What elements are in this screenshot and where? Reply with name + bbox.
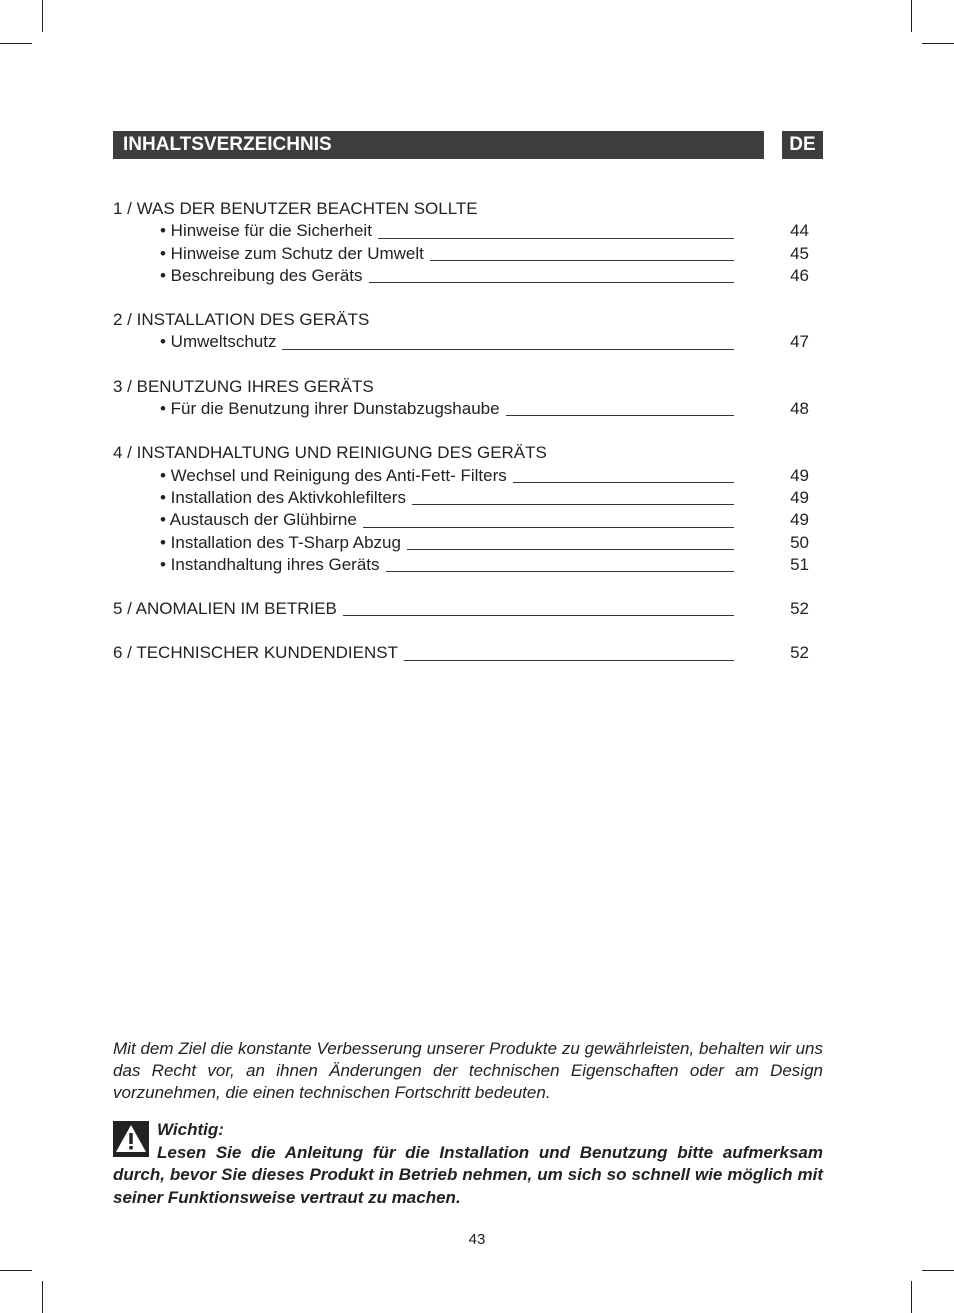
toc-leader-line	[407, 549, 734, 550]
toc-leader-line	[513, 482, 734, 483]
toc-label: 5 / ANOMALIEN IM BETRIEB	[113, 599, 337, 619]
toc-leader-line	[412, 504, 734, 505]
toc-entry	[113, 398, 823, 420]
toc-leader-line	[386, 571, 734, 572]
toc-leader-line	[343, 615, 734, 616]
toc-label: 6 / TECHNISCHER KUNDENDIENST	[113, 643, 398, 663]
toc-page-number: 49	[790, 510, 809, 530]
toc-page-number: 48	[790, 399, 809, 419]
toc-section	[113, 309, 823, 354]
toc-page-number: 49	[790, 487, 809, 507]
important-text: Lesen Sie die Anleitung für die Installation und Benutzung bitte aufmerksam durch, bevor Sie dieses Produkt in Betrieb nehmen, um sich so schnell wie möglich mit seiner Funktionsweise vertraut zu machen.	[113, 1142, 823, 1207]
toc-label: • Hinweise für die Sicherheit	[160, 221, 372, 241]
toc-entry	[113, 220, 823, 242]
toc-page-number: 47	[790, 332, 809, 352]
crop-mark	[922, 43, 954, 44]
important-note	[113, 1119, 823, 1209]
toc-leader-line	[378, 238, 734, 239]
toc-label: • Installation des Aktivkohlefilters	[160, 487, 406, 507]
toc-label: • Installation des T-Sharp Abzug	[160, 532, 401, 552]
toc-label: 1 / WAS DER BENUTZER BEACHTEN SOLLTE	[113, 199, 478, 218]
toc-heading	[113, 309, 823, 331]
toc-page-number: 50	[790, 532, 809, 552]
crop-mark	[0, 1270, 32, 1271]
toc-label: • Wechsel und Reinigung des Anti-Fett- Filters	[160, 465, 507, 485]
toc-label: 4 / INSTANDHALTUNG UND REINIGUNG DES GERÄTS	[113, 443, 547, 463]
toc-section	[113, 598, 823, 620]
toc-label: • Instandhaltung ihres Geräts	[160, 554, 380, 574]
section-header	[113, 131, 764, 159]
table-of-contents	[113, 198, 823, 687]
toc-entry	[113, 265, 823, 287]
language-badge	[782, 131, 823, 159]
toc-label: • Hinweise zum Schutz der Umwelt	[160, 243, 424, 263]
important-title: Wichtig:	[157, 1120, 224, 1139]
crop-mark	[42, 1281, 43, 1313]
toc-page-number: 52	[790, 599, 809, 619]
toc-page-number: 52	[790, 643, 809, 663]
toc-label: • Austausch der Glühbirne	[160, 510, 357, 530]
toc-entry	[113, 465, 823, 487]
toc-entry	[113, 532, 823, 554]
toc-page-number: 49	[790, 465, 809, 485]
toc-leader-line	[363, 527, 734, 528]
toc-entry	[113, 554, 823, 576]
toc-leader-line	[506, 415, 734, 416]
toc-label: 3 / BENUTZUNG IHRES GERÄTS	[113, 376, 374, 396]
toc-entry	[113, 243, 823, 265]
toc-label: 2 / INSTALLATION DES GERÄTS	[113, 310, 370, 330]
language-code: DE	[789, 134, 816, 155]
toc-heading	[113, 442, 823, 464]
crop-mark	[922, 1270, 954, 1271]
toc-entry	[113, 487, 823, 509]
toc-heading	[113, 598, 823, 620]
toc-page-number: 44	[790, 221, 809, 241]
toc-leader-line	[282, 349, 734, 350]
toc-leader-line	[404, 660, 734, 661]
toc-heading	[113, 642, 823, 664]
toc-heading	[113, 376, 823, 398]
notice-text: Mit dem Ziel die konstante Verbesserung unserer Produkte zu gewährleisten, behalten wir uns das Recht vor, an ihnen Änderungen der technischen Eigenschaften oder am Design vorzunehmen, die einen technischen Fortschritt bedeuten.	[113, 1039, 823, 1102]
toc-page-number: 45	[790, 243, 809, 263]
toc-section	[113, 642, 823, 664]
toc-section	[113, 198, 823, 287]
toc-section	[113, 442, 823, 576]
crop-mark	[0, 43, 32, 44]
toc-leader-line	[369, 282, 734, 283]
toc-section	[113, 376, 823, 421]
page-title: INHALTSVERZEICHNIS	[123, 134, 332, 155]
crop-mark	[911, 1281, 912, 1313]
toc-leader-line	[430, 260, 734, 261]
toc-label: • Umweltschutz	[160, 332, 277, 352]
page-number: 43	[468, 1231, 486, 1248]
toc-page-number: 51	[790, 554, 809, 574]
toc-label: • Beschreibung des Geräts	[160, 265, 363, 285]
warning-triangle-icon	[113, 1121, 149, 1157]
toc-entry	[113, 509, 823, 531]
toc-entry	[113, 331, 823, 353]
toc-heading	[113, 198, 823, 220]
toc-page-number: 46	[790, 265, 809, 285]
crop-mark	[911, 0, 912, 32]
toc-label: • Für die Benutzung ihrer Dunstabzugshaube	[160, 399, 500, 419]
crop-mark	[42, 0, 43, 32]
